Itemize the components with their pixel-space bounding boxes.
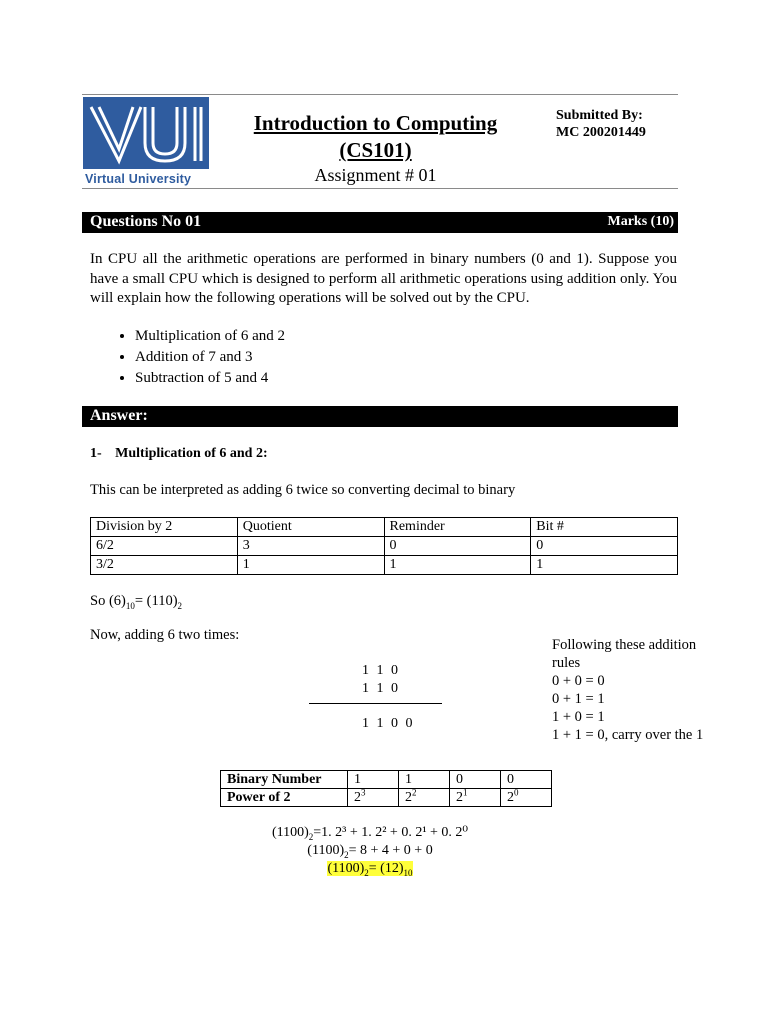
power-base: 2	[405, 789, 412, 805]
question-bullets	[90, 326, 535, 389]
vu-logo-glyph	[83, 97, 209, 169]
section-title: Multiplication of 6 and 2:	[115, 446, 268, 461]
table-header-cell: Bit #	[531, 518, 678, 537]
table-header-cell: Quotient	[237, 518, 384, 537]
table-cell	[501, 786, 552, 807]
power-table	[220, 770, 552, 807]
division-table	[90, 517, 678, 575]
question-heading: Questions No 01	[90, 213, 202, 230]
power-exponent: 1	[463, 786, 468, 797]
answer-heading-bar	[82, 406, 678, 427]
base-subscript: 2	[364, 867, 369, 878]
table-row	[221, 771, 552, 789]
table-row	[91, 556, 678, 575]
rule-line: 1 + 0 = 1	[552, 709, 605, 725]
table-cell: 0	[450, 771, 501, 789]
eq-left: (1100)	[271, 825, 309, 840]
assignment-number: Assignment # 01	[314, 165, 437, 185]
addition-line	[309, 703, 442, 704]
table-row	[91, 537, 678, 556]
table-cell	[450, 786, 501, 807]
rule-line: 0 + 1 = 1	[552, 691, 605, 707]
addition-rules	[552, 636, 722, 744]
table-row	[221, 789, 552, 807]
header-bottom-rule	[82, 188, 678, 189]
rule-line: 0 + 0 = 0	[552, 673, 605, 689]
power-base: 2	[354, 789, 361, 805]
submitted-by-label: Submitted By:	[556, 108, 643, 123]
table-cell: 1	[384, 556, 531, 575]
top-rule	[82, 94, 678, 95]
student-id: MC 200201449	[556, 125, 646, 140]
adding-text: Now, adding 6 two times:	[90, 627, 240, 643]
addend-1: 1 1 0	[362, 663, 400, 678]
table-header-cell: Reminder	[384, 518, 531, 537]
base-subscript: 2	[308, 831, 314, 842]
base-subscript: 2	[344, 849, 349, 860]
power-exponent: 0	[514, 786, 519, 797]
highlighted-result	[327, 861, 412, 876]
conversion-prefix: So (6)	[90, 593, 126, 609]
table-cell	[399, 786, 450, 807]
rule-line: 1 + 1 = 0, carry over the 1	[552, 727, 704, 743]
vu-logo-emblem	[83, 97, 209, 169]
table-cell: 1	[531, 556, 678, 575]
course-title: Introduction to Computing	[253, 111, 498, 135]
base-subscript: 10	[403, 867, 413, 878]
table-cell: 1	[237, 556, 384, 575]
logo-caption: Virtual University	[85, 172, 192, 186]
list-item: • Subtraction of 5 and 4	[135, 368, 535, 389]
table-header-cell: Division by 2	[91, 518, 238, 537]
table-cell: 3/2	[91, 556, 238, 575]
table-cell: 0	[531, 537, 678, 556]
power-exponent: 3	[361, 786, 366, 797]
eq-mid: = (12)	[368, 861, 404, 876]
question-heading-bar	[82, 212, 678, 233]
list-item: • Multiplication of 6 and 2	[135, 326, 535, 347]
equation-sum	[0, 843, 754, 859]
conversion-result	[90, 593, 182, 610]
eq-left: (1100)	[307, 843, 345, 858]
power-exponent: 2	[412, 786, 417, 797]
rules-intro: Following these addition rules	[552, 637, 697, 671]
table-cell: 1	[348, 771, 399, 789]
power-base: 2	[507, 789, 514, 805]
table-cell: 0	[501, 771, 552, 789]
conversion-mid: = (110)	[134, 593, 178, 609]
table-cell: 6/2	[91, 537, 238, 556]
base-subscript: 10	[125, 600, 135, 611]
table-cell: 1	[399, 771, 450, 789]
list-item: • Addition of 7 and 3	[135, 347, 535, 368]
vu-logo	[83, 97, 209, 187]
equation-expansion	[0, 824, 754, 841]
addend-2: 1 1 0	[362, 681, 400, 696]
row-label: Power of 2	[221, 789, 348, 807]
course-code: (CS101)	[339, 138, 412, 162]
section-heading	[90, 446, 268, 462]
eq-right: = 8 + 4 + 0 + 0	[348, 843, 433, 858]
table-header-row	[91, 518, 678, 537]
power-base: 2	[456, 789, 463, 805]
table-cell: 3	[237, 537, 384, 556]
answer-heading: Answer:	[90, 407, 148, 424]
question-paragraph: In CPU all the arithmetic operations are performed in binary numbers (0 and 1). Suppose you have a small CPU which is designed to perform all arithmetic operations using addition only. You will explain how the following operations will be solved out by the CPU.	[90, 251, 677, 306]
addition-sum: 1 1 0 0	[362, 716, 415, 731]
base-subscript: 2	[177, 600, 183, 611]
section-number: 1-	[90, 446, 102, 461]
row-label: Binary Number	[221, 771, 348, 789]
equation-result	[0, 861, 754, 877]
question-marks: Marks (10)	[607, 214, 674, 229]
interpretation-text: This can be interpreted as adding 6 twice so converting decimal to binary	[90, 482, 516, 498]
table-cell	[348, 786, 399, 807]
eq-right: =1. 2³ + 1. 2² + 0. 2¹ + 0. 2⁰	[313, 825, 469, 840]
eq-left: (1100)	[327, 861, 365, 876]
table-cell: 0	[384, 537, 531, 556]
